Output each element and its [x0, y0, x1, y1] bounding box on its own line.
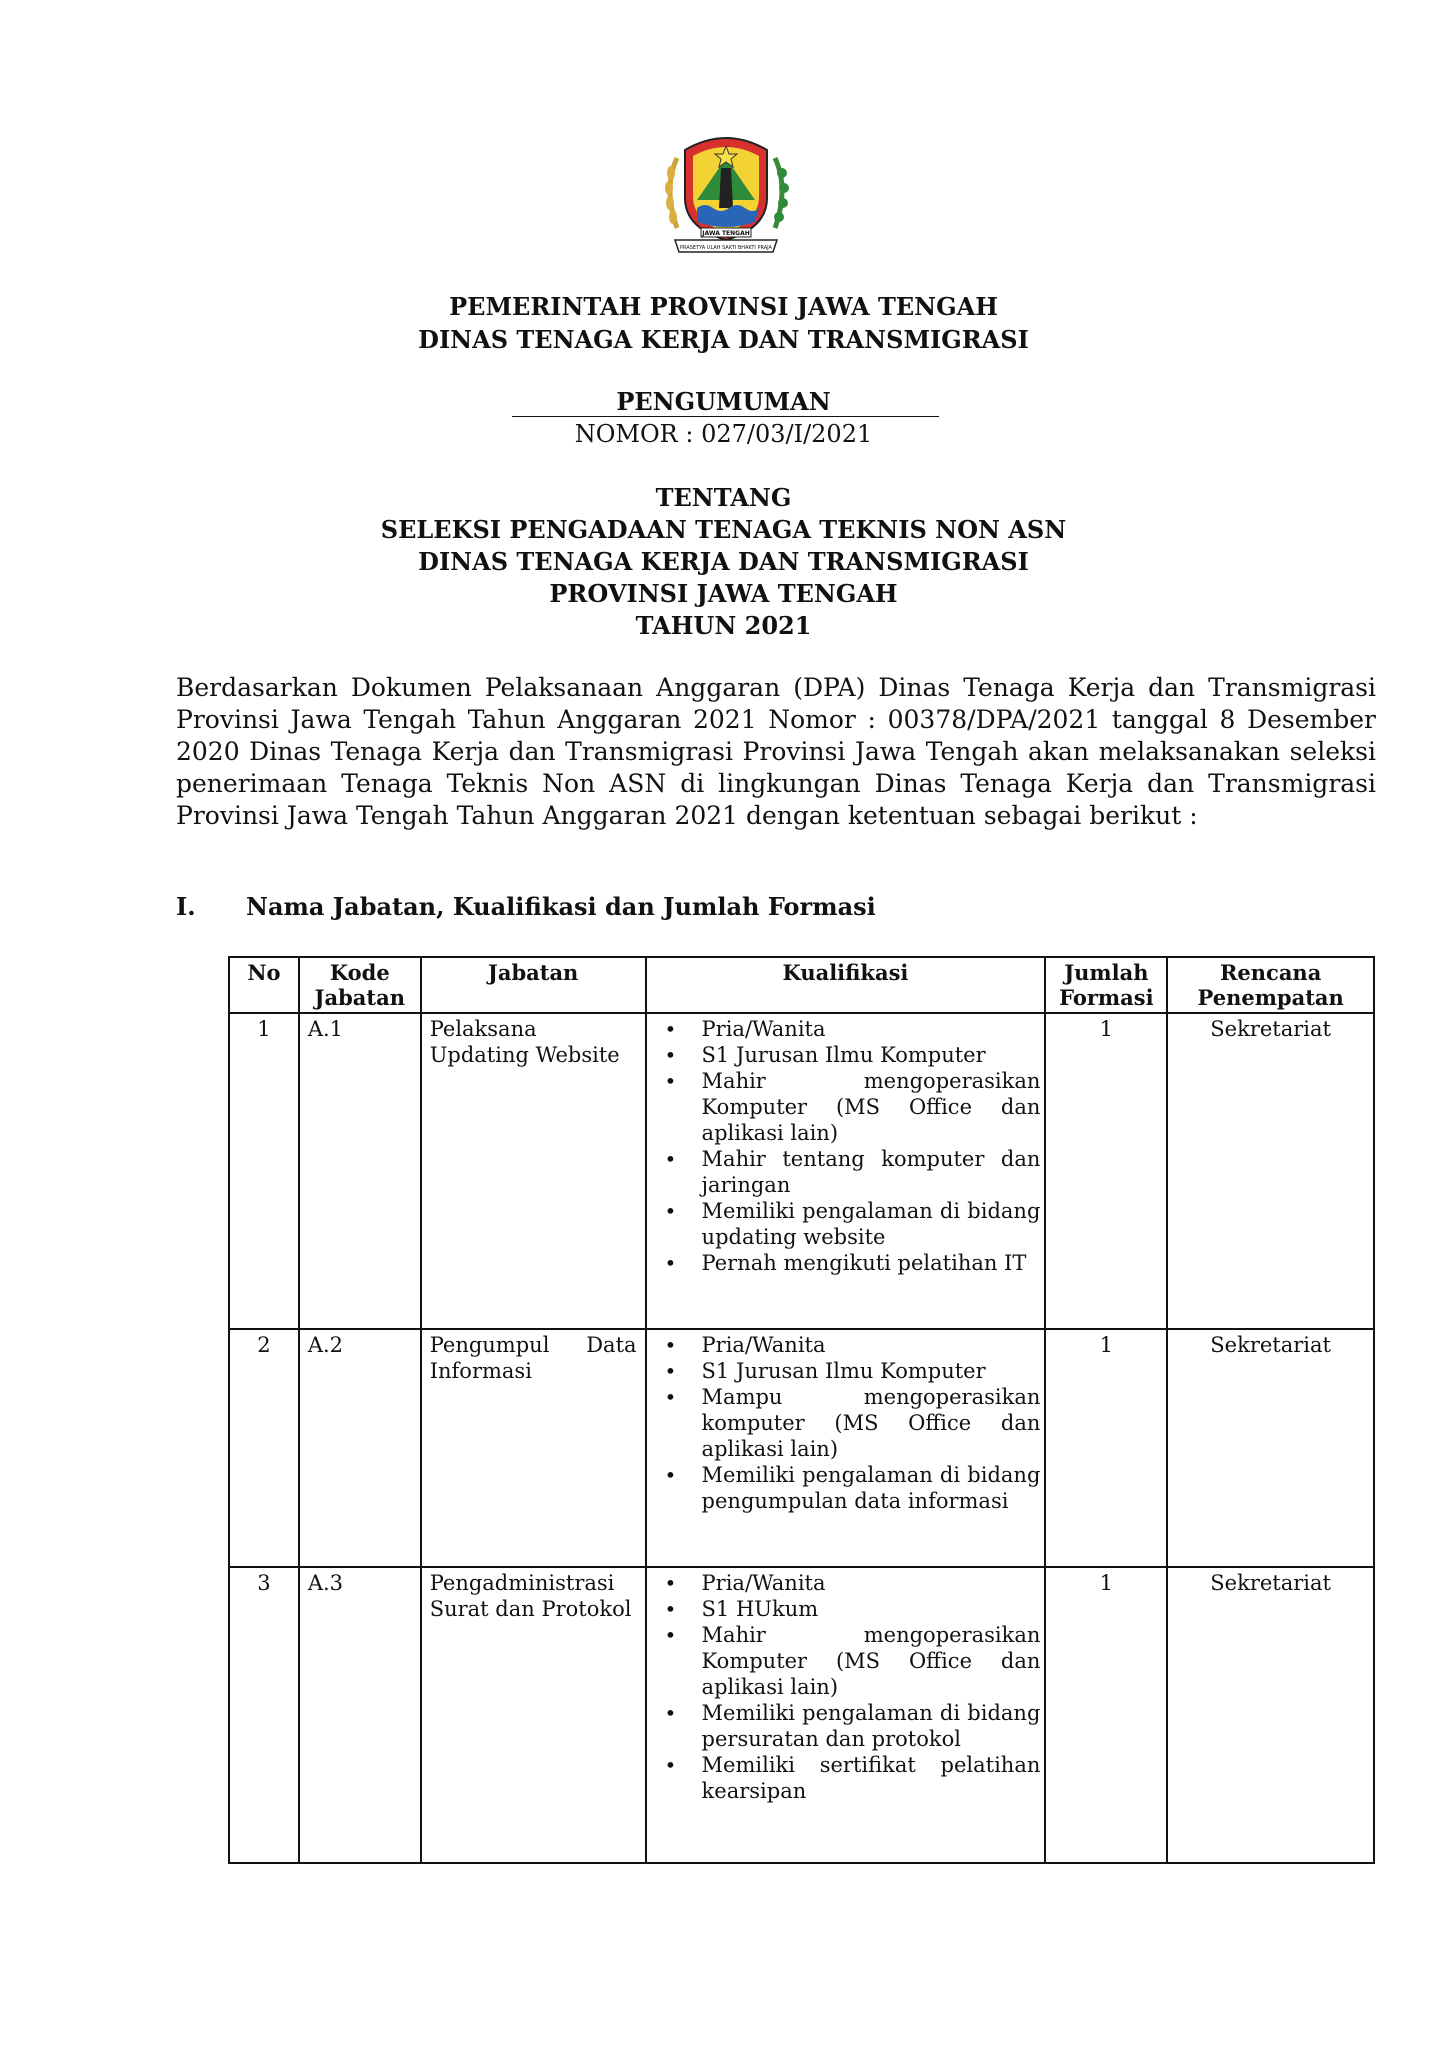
jawa-tengah-emblem [655, 128, 797, 258]
table-row [229, 1013, 1374, 1329]
list-item: • Memiliki pengalaman di bidang updating website [655, 1198, 1041, 1250]
list-item: • Mahir mengoperasikan Komputer (MS Office dan aplikasi lain) [655, 1068, 1041, 1146]
row-jumlah: 1 [1045, 1567, 1167, 1863]
title-underline [512, 416, 939, 417]
list-item: • S1 HUkum [655, 1596, 1041, 1622]
list-item: • Memiliki pengalaman di bidang persuratan dan protokol [655, 1700, 1041, 1752]
header-jumlah-formasi: Jumlah Formasi [1045, 957, 1167, 1013]
list-item: • S1 Jurusan Ilmu Komputer [655, 1358, 1041, 1384]
row-jabatan: Pelaksana Updating Website [421, 1013, 646, 1329]
announcement-title: PENGUMUMAN [616, 387, 831, 416]
emblem-label: JAWA TENGAH [702, 230, 750, 237]
header-kualifikasi: Kualifikasi [646, 957, 1046, 1013]
row-penempatan: Sekretariat [1167, 1567, 1374, 1863]
subject-line: TENTANG [655, 483, 792, 512]
subject-line: TAHUN 2021 [635, 611, 812, 640]
header-no: No [229, 957, 299, 1013]
row-kualifikasi [646, 1567, 1046, 1863]
list-item: • Mampu mengoperasikan komputer (MS Office dan aplikasi lain) [655, 1384, 1041, 1462]
header-jabatan: Jabatan [421, 957, 646, 1013]
section-heading [176, 892, 876, 921]
list-item: • Memiliki pengalaman di bidang pengumpulan data informasi [655, 1462, 1041, 1514]
table-header-row [229, 957, 1374, 1013]
list-item: • Mahir tentang komputer dan jaringan [655, 1146, 1041, 1198]
subject-line: SELEKSI PENGADAAN TENAGA TEKNIS NON ASN [380, 515, 1067, 544]
list-item: • Pernah mengikuti pelatihan IT [655, 1250, 1041, 1276]
subject-line: DINAS TENAGA KERJA DAN TRANSMIGRASI [418, 547, 1029, 576]
subject-heading [0, 482, 1447, 642]
row-no: 3 [229, 1567, 299, 1863]
row-penempatan: Sekretariat [1167, 1329, 1374, 1567]
row-jumlah: 1 [1045, 1329, 1167, 1567]
letterhead [0, 290, 1447, 356]
row-kode: A.2 [299, 1329, 421, 1567]
row-no: 2 [229, 1329, 299, 1567]
row-jabatan: Pengadministrasi Surat dan Protokol [421, 1567, 646, 1863]
announcement-number: NOMOR : 027/03/I/2021 [574, 420, 873, 448]
letterhead-line-1: PEMERINTAH PROVINSI JAWA TENGAH [449, 292, 998, 321]
list-item: • Mahir mengoperasikan Komputer (MS Office dan aplikasi lain) [655, 1622, 1041, 1700]
row-no: 1 [229, 1013, 299, 1329]
row-kode: A.1 [299, 1013, 421, 1329]
section-number: I. [176, 892, 196, 921]
table-row [229, 1329, 1374, 1567]
table-row [229, 1567, 1374, 1863]
row-penempatan: Sekretariat [1167, 1013, 1374, 1329]
row-jabatan: Pengumpul Data Informasi [421, 1329, 646, 1567]
header-kode-jabatan: Kode Jabatan [299, 957, 421, 1013]
list-item: • Pria/Wanita [655, 1570, 1041, 1596]
emblem-motto: PRASETYA ULAH SAKTI BHAKTI PRAJA [680, 245, 772, 251]
header-rencana-penempatan: Rencana Penempatan [1167, 957, 1374, 1013]
row-jumlah: 1 [1045, 1013, 1167, 1329]
positions-table [228, 956, 1375, 1864]
subject-line: PROVINSI JAWA TENGAH [549, 579, 898, 608]
row-kode: A.3 [299, 1567, 421, 1863]
letterhead-line-2: DINAS TENAGA KERJA DAN TRANSMIGRASI [418, 325, 1029, 354]
list-item: • Pria/Wanita [655, 1016, 1041, 1042]
section-title: Nama Jabatan, Kualifikasi dan Jumlah Formasi [246, 892, 876, 921]
row-kualifikasi [646, 1329, 1046, 1567]
list-item: • Memiliki sertifikat pelatihan kearsipan [655, 1752, 1041, 1804]
list-item: • S1 Jurusan Ilmu Komputer [655, 1042, 1041, 1068]
list-item: • Pria/Wanita [655, 1332, 1041, 1358]
intro-paragraph: Berdasarkan Dokumen Pelaksanaan Anggaran (DPA) Dinas Tenaga Kerja dan Transmigrasi Provinsi Jawa Tengah Tahun Anggaran 2021 Nomor : 00378/DPA/2021 tanggal 8 Desember 2020 Dinas Tenaga Kerja dan Transmigrasi Provinsi Jawa Tengah akan melaksanakan seleksi penerimaan Tenaga Teknis Non ASN di lingkungan Dinas Tenaga Kerja dan Transmigrasi Provinsi Jawa Tengah Tahun Anggaran 2021 dengan ketentuan sebagai berikut : [176, 673, 1376, 830]
row-kualifikasi [646, 1013, 1046, 1329]
